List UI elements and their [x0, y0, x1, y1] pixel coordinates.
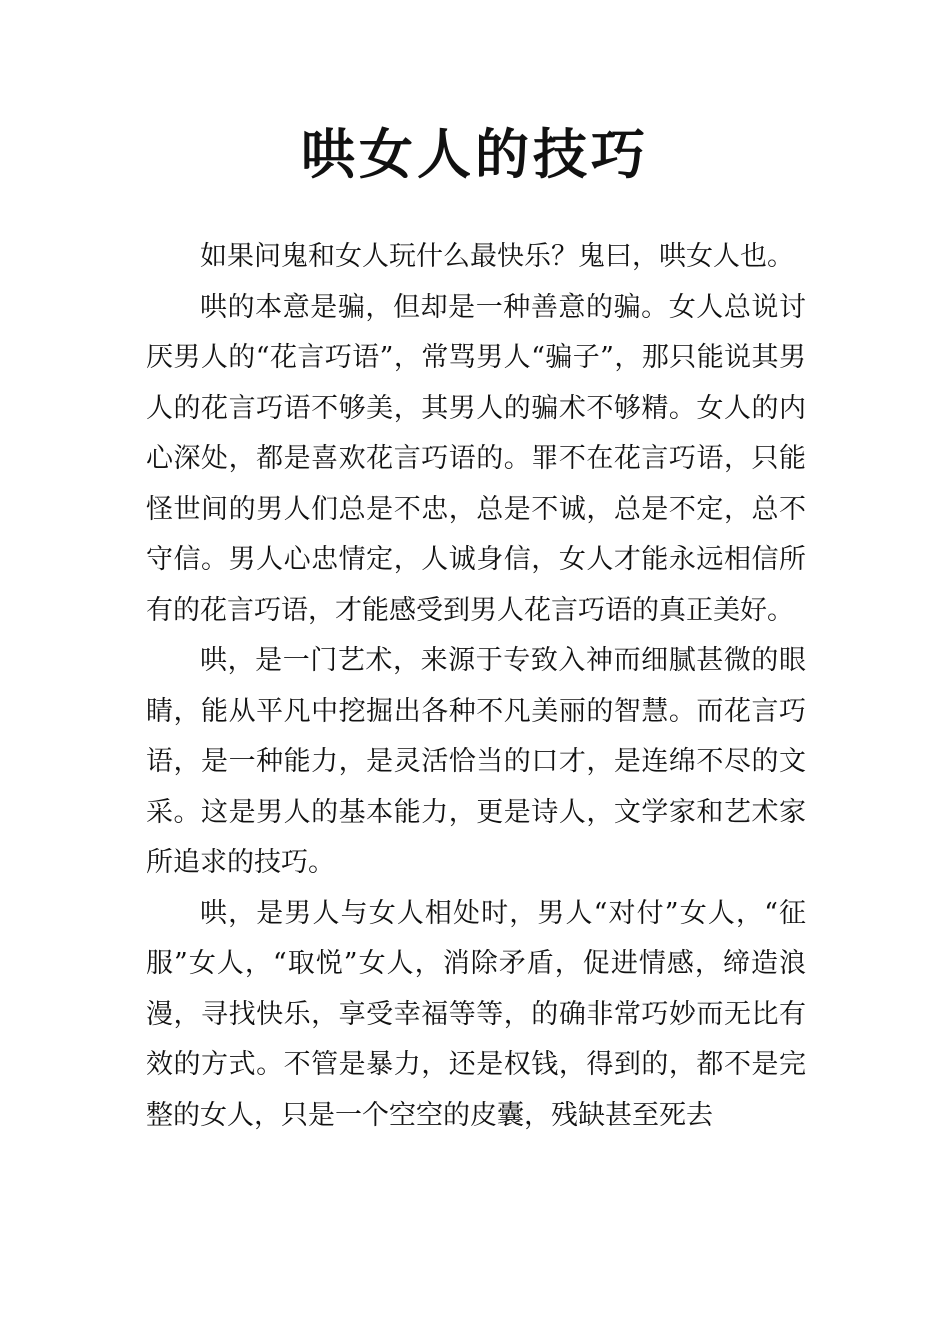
document-title: 哄女人的技巧 [301, 122, 649, 187]
paragraph: 如果问鬼和女人玩什么最快乐？鬼曰，哄女人也。 [200, 241, 794, 272]
paragraph: 哄，是一门艺术，来源于专致入神而细腻甚微的眼睛，能从平凡中挖掘出各种不凡美丽的智慧。而花言巧语，是一种能力，是灵活恰当的口才，是连绵不尽的文采。这是男人的基本能力，更是诗人，文学家和艺术家所追求的技巧。 [146, 645, 806, 878]
paragraph: 哄，是男人与女人相处时，男人“对付”女人，“征服”女人，“取悦”女人，消除矛盾，促进情感，缔造浪漫，寻找快乐，享受幸福等等，的确非常巧妙而无比有效的方式。不管是暴力，还是权钱，得到的，都不是完整的女人，只是一个空空的皮囊，残缺甚至死去 [146, 897, 806, 1131]
paragraph: 哄的本意是骗，但却是一种善意的骗。女人总说讨厌男人的“花言巧语”，常骂男人“骗子”，那只能说其男人的花言巧语不够美，其男人的骗术不够精。女人的内心深处，都是喜欢花言巧语的。罪不在花言巧语，只能怪世间的男人们总是不忠，总是不诚，总是不定，总不守信。男人心忠情定，人诚身信，女人才能永远相信所有的花言巧语，才能感受到男人花言巧语的真正美好。 [146, 291, 806, 626]
document-body [146, 232, 806, 1141]
